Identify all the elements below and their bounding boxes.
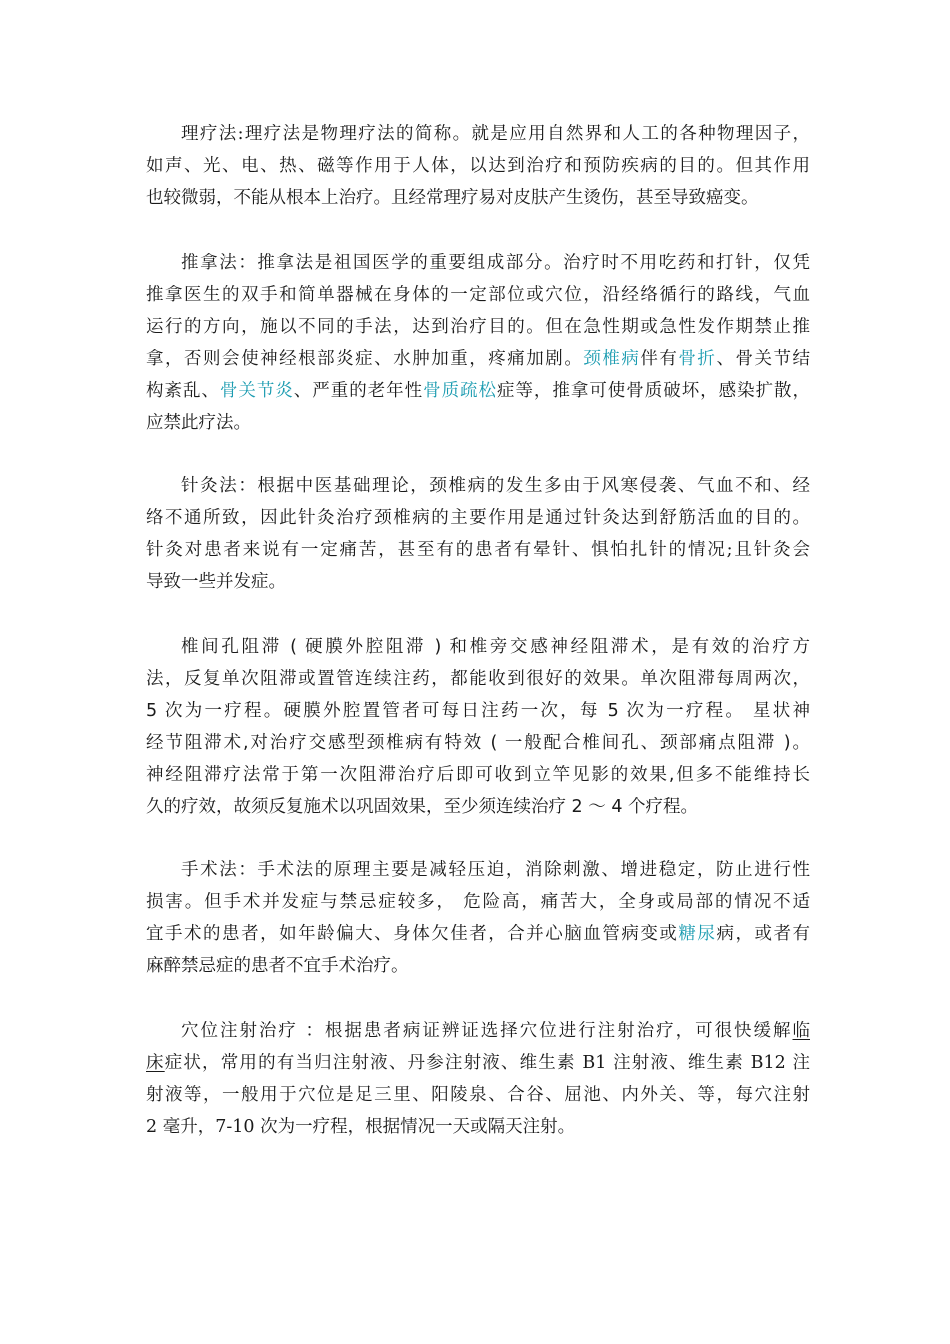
text-segment: 经节阻滞术,对治疗交感型颈椎病有特效 ( 一般配合椎间孔、颈部痛点阻滞 )。: [146, 733, 810, 753]
text-line: [146, 918, 810, 950]
text-segment: 症状，常用的有当归注射液、丹参注射液、维生素 B1 注射液、维生素 B12 注: [164, 1053, 811, 1073]
text-segment: 针灸法：根据中医基础理论，颈椎病的发生多由于风寒侵袭、气血不和、经: [181, 476, 810, 496]
text-line: [146, 791, 810, 823]
text-segment: 针灸对患者来说有一定痛苦，甚至有的患者有晕针、惧怕扎针的情况;且针灸会: [146, 540, 810, 560]
text-segment: 法，反复单次阻滞或置管连续注药，都能收到很好的效果。单次阻滞每周两次，: [146, 669, 810, 689]
text-line: [146, 663, 810, 695]
hyperlink[interactable]: 糖尿: [678, 924, 717, 944]
text-line: [146, 886, 810, 918]
text-segment: 5 次为一疗程。硬膜外腔置管者可每日注药一次，每 5 次为一疗程。 星状神: [146, 701, 810, 721]
text-line: [146, 407, 810, 439]
text-segment: 穴位注射治疗 ：根据患者病证辨证选择穴位进行注射治疗，可很快缓解: [181, 1021, 793, 1041]
text-segment: 如声、光、电、热、磁等作用于人体，以达到治疗和预防疾病的目的。但其作用: [146, 156, 810, 176]
text-segment: 射液等，一般用于穴位是足三里、阳陵泉、合谷、屈池、内外关、等，每穴注射: [146, 1085, 810, 1105]
text-line: [146, 279, 810, 311]
text-line: [146, 759, 810, 791]
text-segment: 导致一些并发症。: [146, 572, 286, 592]
text-segment: 损害。但手术并发症与禁忌症较多， 危险高，痛苦大，全身或局部的情况不适: [146, 892, 810, 912]
text-segment: 应禁此疗法。: [146, 413, 251, 433]
text-line: [146, 695, 810, 727]
text-line: [146, 566, 810, 598]
text-line: [146, 727, 810, 759]
text-segment: 理疗法:理疗法是物理疗法的简称。就是应用自然界和人工的各种物理因子，: [181, 124, 810, 144]
text-line: [146, 343, 810, 375]
text-segment: 手术法：手术法的原理主要是减轻压迫，消除刺激、增进稳定，防止进行性: [181, 860, 810, 880]
text-line: [146, 1079, 810, 1111]
text-line: [146, 502, 810, 534]
underlined-text: 床: [146, 1053, 165, 1073]
text-segment: 病，或者有: [716, 924, 811, 944]
text-segment: 椎间孔阻滞 ( 硬膜外腔阻滞 ) 和椎旁交感神经阻滞术，是有效的治疗方: [181, 637, 810, 657]
text-line: [146, 1111, 810, 1143]
hyperlink[interactable]: 骨质疏松: [423, 381, 497, 401]
text-line: [146, 375, 810, 407]
text-segment: 久的疗效，故须反复施术以巩固效果，至少须连续治疗 2 ～ 4 个疗程。: [146, 797, 699, 817]
text-line: [146, 247, 810, 279]
paragraph-acupoint-injection: [146, 1015, 810, 1143]
text-segment: 、骨关节结: [716, 349, 811, 369]
text-segment: 络不通所致，因此针灸治疗颈椎病的主要作用是通过针灸达到舒筋活血的目的。: [146, 508, 810, 528]
text-segment: 伴有: [640, 349, 679, 369]
text-segment: 麻醉禁忌症的患者不宜手术治疗。: [146, 956, 409, 976]
text-line: [146, 470, 810, 502]
text-line: [146, 950, 810, 982]
text-segment: 构紊乱、: [146, 381, 220, 401]
paragraph-surgery: [146, 854, 810, 982]
paragraph-acupuncture: [146, 470, 810, 598]
text-line: [146, 182, 810, 214]
hyperlink[interactable]: 颈椎病: [583, 349, 641, 369]
paragraph-nerve-block: [146, 631, 810, 823]
text-segment: 宜手术的患者，如年龄偏大、身体欠佳者，合并心脑血管病变或: [146, 924, 679, 944]
text-segment: 症等，推拿可使骨质破坏，感染扩散，: [496, 381, 811, 401]
text-segment: 2 毫升，7-10 次为一疗程，根据情况一天或隔天注射。: [146, 1117, 576, 1137]
text-segment: 推拿医生的双手和简单器械在身体的一定部位或穴位，沿经络循行的路线，气血: [146, 285, 810, 305]
hyperlink[interactable]: 骨关节炎: [219, 381, 294, 401]
text-line: [146, 534, 810, 566]
text-segment: 推拿法：推拿法是祖国医学的重要组成部分。治疗时不用吃药和打针，仅凭: [181, 253, 810, 273]
text-line: [146, 854, 810, 886]
text-segment: 也较微弱，不能从根本上治疗。且经常理疗易对皮肤产生烫伤，甚至导致癌变。: [146, 188, 759, 208]
text-line: [146, 631, 810, 663]
text-segment: 拿，否则会使神经根部炎症、水肿加重，疼痛加剧。: [146, 349, 584, 369]
text-line: [146, 1047, 810, 1079]
text-line: [146, 1015, 810, 1047]
paragraph-massage: [146, 247, 810, 439]
text-segment: 运行的方向，施以不同的手法，达到治疗目的。但在急性期或急性发作期禁止推: [146, 317, 810, 337]
text-line: [146, 150, 810, 182]
paragraph-physiotherapy: [146, 118, 810, 214]
underlined-text: 临: [792, 1021, 810, 1041]
text-segment: 、严重的老年性: [293, 381, 424, 401]
text-line: [146, 311, 810, 343]
text-segment: 神经阻滞疗法常于第一次阻滞治疗后即可收到立竿见影的效果,但多不能维持长: [146, 765, 810, 785]
text-line: [146, 118, 810, 150]
hyperlink[interactable]: 骨折: [678, 349, 717, 369]
